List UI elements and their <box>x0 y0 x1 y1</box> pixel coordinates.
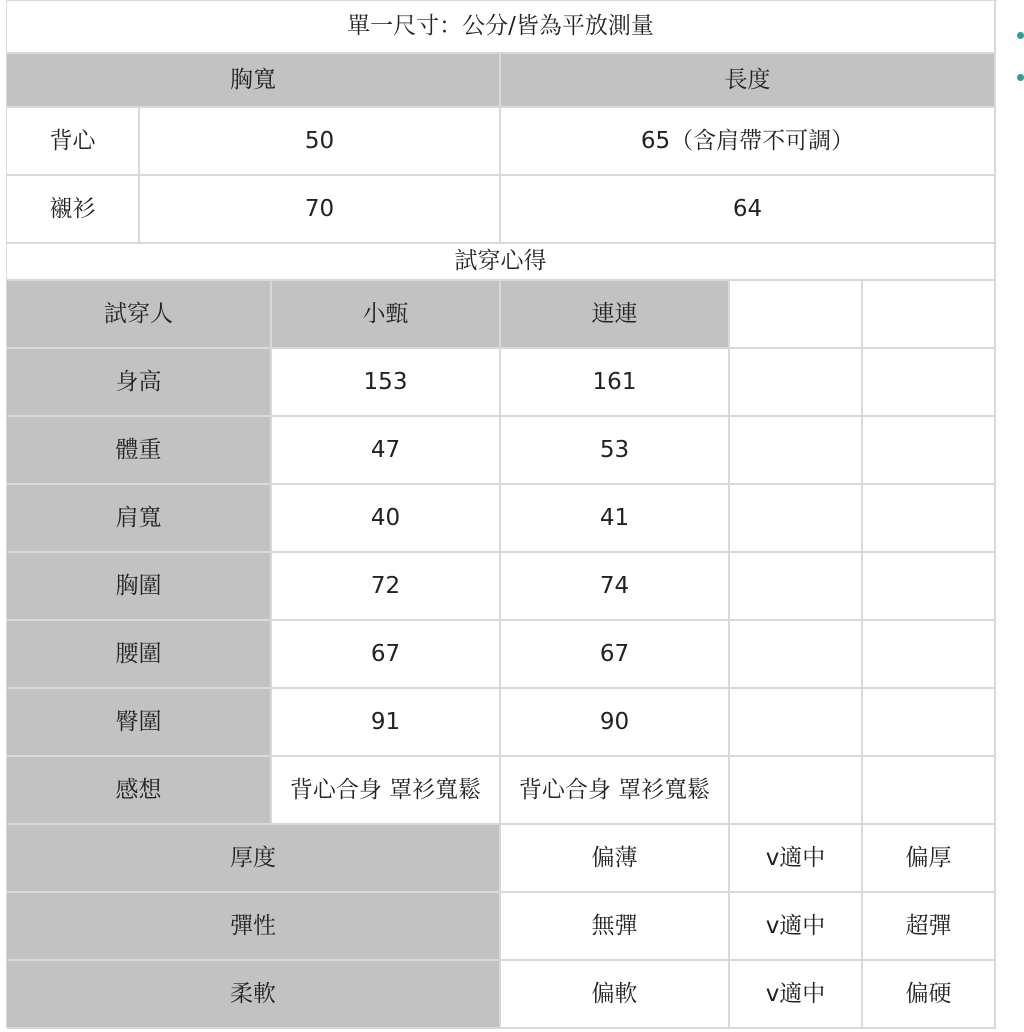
measure-label: 臀圍 <box>7 689 272 757</box>
measure-value: 53 <box>501 417 730 485</box>
empty-cell <box>863 621 996 689</box>
empty-cell <box>863 349 996 417</box>
empty-cell <box>730 485 863 553</box>
measure-label: 體重 <box>7 417 272 485</box>
measure-value: 40 <box>272 485 501 553</box>
measure-value: 74 <box>501 553 730 621</box>
attribute-option: 超彈 <box>863 893 996 961</box>
attribute-option: 偏軟 <box>501 961 730 1029</box>
size-chart-table <box>6 0 997 1028</box>
empty-cell <box>863 281 996 349</box>
empty-cell <box>863 757 996 825</box>
empty-cell <box>863 553 996 621</box>
measure-label: 胸圍 <box>7 553 272 621</box>
measure-value: 161 <box>501 349 730 417</box>
measure-value: 72 <box>272 553 501 621</box>
empty-cell <box>863 689 996 757</box>
attribute-option: 偏硬 <box>863 961 996 1029</box>
garment-name: 襯衫 <box>7 176 140 244</box>
attribute-label: 彈性 <box>7 893 501 961</box>
impression-value: 背心合身 罩衫寬鬆 <box>501 757 730 825</box>
measure-label: 身高 <box>7 349 272 417</box>
fitting-section-title: 試穿心得 <box>7 244 996 281</box>
measure-value: 41 <box>501 485 730 553</box>
measure-value: 47 <box>272 417 501 485</box>
edge-dot-top <box>1017 32 1024 39</box>
empty-cell <box>730 553 863 621</box>
attribute-label: 厚度 <box>7 825 501 893</box>
garment-length-value: 65（含肩帶不可調） <box>501 108 996 176</box>
empty-cell <box>730 349 863 417</box>
empty-cell <box>863 485 996 553</box>
attribute-option: v適中 <box>730 961 863 1029</box>
measure-value: 90 <box>501 689 730 757</box>
measure-label: 肩寬 <box>7 485 272 553</box>
header-length: 長度 <box>501 54 996 108</box>
measure-value: 67 <box>501 621 730 689</box>
attribute-option: v適中 <box>730 825 863 893</box>
empty-cell <box>730 621 863 689</box>
garment-chest-value: 70 <box>140 176 501 244</box>
fitter-name: 連連 <box>501 281 730 349</box>
empty-cell <box>730 417 863 485</box>
empty-cell <box>863 417 996 485</box>
garment-name: 背心 <box>7 108 140 176</box>
attribute-option: 偏厚 <box>863 825 996 893</box>
measure-label: 腰圍 <box>7 621 272 689</box>
edge-dot-bottom <box>1017 74 1024 81</box>
attribute-option: 無彈 <box>501 893 730 961</box>
empty-cell <box>730 757 863 825</box>
measure-value: 67 <box>272 621 501 689</box>
attribute-label: 柔軟 <box>7 961 501 1029</box>
table-title: 單一尺寸：公分/皆為平放測量 <box>7 1 996 54</box>
measure-value: 91 <box>272 689 501 757</box>
fitter-name: 小甄 <box>272 281 501 349</box>
garment-length-value: 64 <box>501 176 996 244</box>
measure-label: 感想 <box>7 757 272 825</box>
fitter-label: 試穿人 <box>7 281 272 349</box>
measure-value: 153 <box>272 349 501 417</box>
attribute-option: v適中 <box>730 893 863 961</box>
attribute-option: 偏薄 <box>501 825 730 893</box>
empty-cell <box>730 689 863 757</box>
garment-chest-value: 50 <box>140 108 501 176</box>
empty-cell <box>730 281 863 349</box>
header-chest-width: 胸寬 <box>7 54 501 108</box>
impression-value: 背心合身 罩衫寬鬆 <box>272 757 501 825</box>
